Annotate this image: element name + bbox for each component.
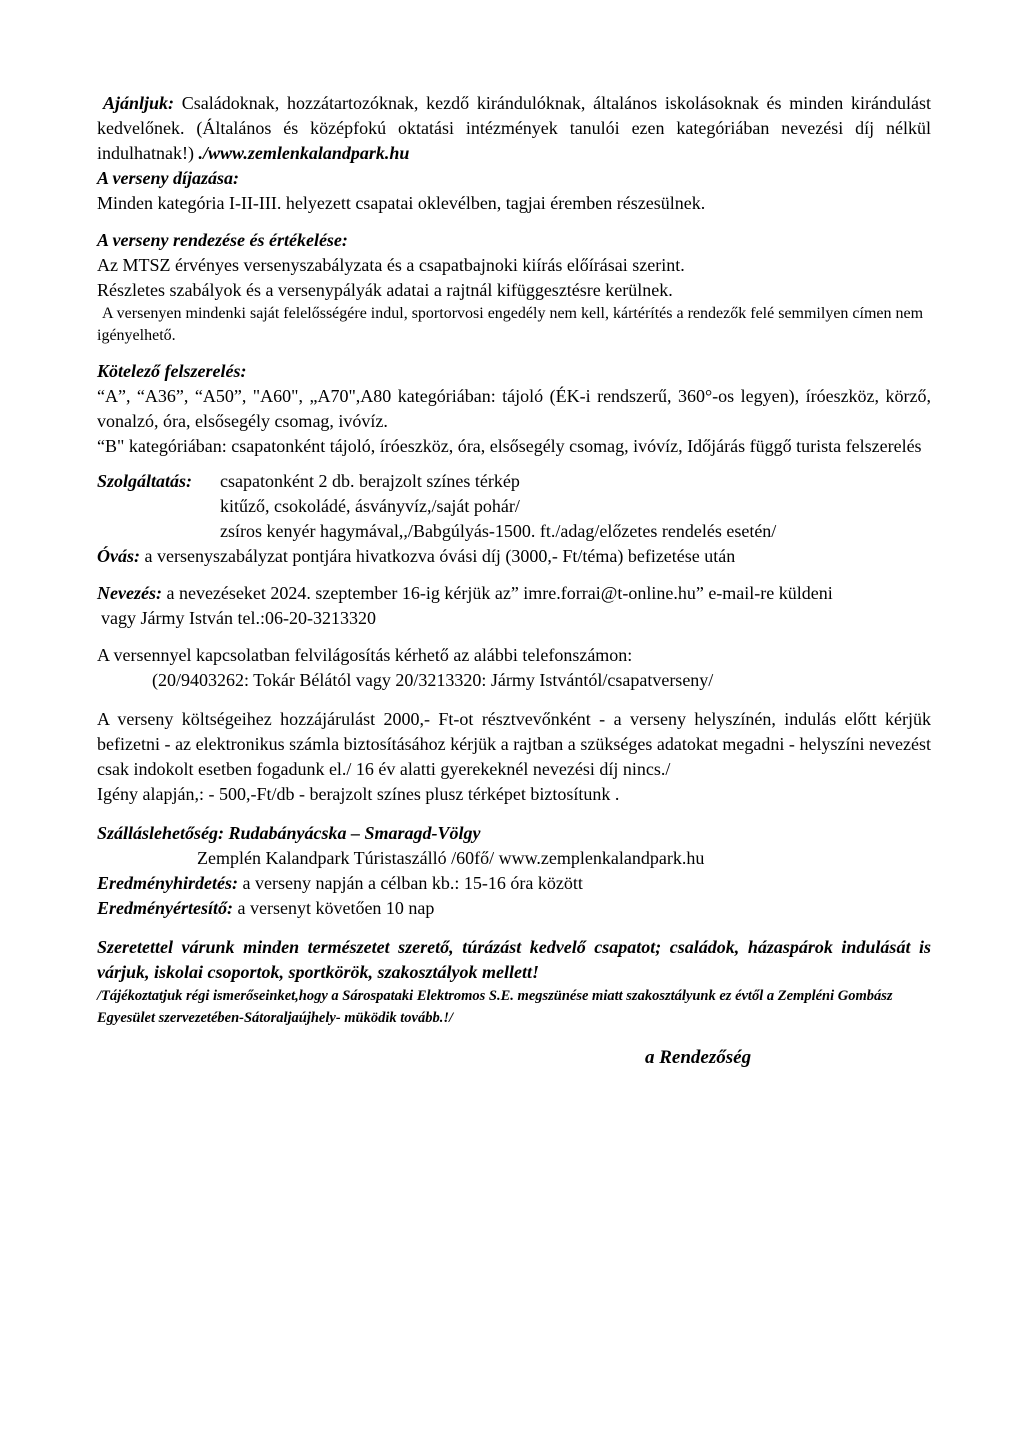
results-notice-line <box>97 896 931 921</box>
costs-paragraph: A verseny költségeihez hozzájárulást 2000,- Ft-ot résztvevőnként - a verseny helyszínén, indulás előtt kérjük befizetni - az elektronikus számla biztosításához kérjük a rajtban a szükséges adatokat megadni - helyszíni nevezést csak indokolt esetben fogadunk el./ 16 év alatti gyerekeknél nevezési díj nincs./ <box>97 709 931 779</box>
info-line1: A versennyel kapcsolatban felvilágosítás kérhető az alábbi telefonszámon: <box>97 645 633 665</box>
results-notice-label: Eredményértesítő: <box>97 898 238 918</box>
results-announcement-line <box>97 871 931 896</box>
prizes-heading: A verseny díjazása: <box>97 168 239 188</box>
service-item: kitűző, csokoládé, ásványvíz,/saját pohár/ <box>220 496 520 516</box>
entry-line2: vagy Jármy István tel.:06-20-3213320 <box>101 608 376 628</box>
services-items <box>220 469 931 544</box>
document-content <box>97 91 931 1070</box>
services-block <box>97 469 931 544</box>
closing-note-line1: /Tájékoztatjuk régi ismerőseinket,hogy a Sárospataki Elektromos S.E. megszünése miatt szakosztályunk ez évtől a Zempléni Gombász <box>97 988 893 1004</box>
signature: a Rendezőség <box>645 1047 752 1068</box>
costs-extra-map-line: Igény alapján,: - 500,-Ft/db - berajzolt színes plusz térképet biztosítunk . <box>97 784 620 804</box>
prizes-body: Minden kategória I-II-III. helyezett csapatai oklevélben, tagjai éremben részesülnek. <box>97 193 706 213</box>
organization-line2: Részletes szabályok és a versenypályák adatai a rajtnál kifüggesztésre kerülnek. <box>97 280 673 300</box>
intro-url: ./www.zemlenkalandpark.hu <box>198 143 410 163</box>
equipment-category-a: “A”, “A36”, “A50”, "A60", „A70",A80 kategóriában: tájoló (ÉK-i rendszerű, 360°-os legyen), íróeszköz, körző, vonalzó, óra, elsősegély csomag, ivóvíz. <box>97 386 931 431</box>
service-item: csapatonként 2 db. berajzolt színes térkép <box>220 471 520 491</box>
results-announcement-label: Eredményhirdetés: <box>97 873 243 893</box>
organization-line1: Az MTSZ érvényes versenyszabályzata és a csapatbajnoki kiírás előírásai szerint. <box>97 255 685 275</box>
equipment-heading: Kötelező felszerelés: <box>97 361 247 381</box>
organization-heading: A verseny rendezése és értékelése: <box>97 230 348 250</box>
protest-text: a versenyszabályzat pontjára hivatkozva óvási díj (3000,- Ft/téma) befizetése után <box>144 546 736 566</box>
protest-label: Óvás: <box>97 546 145 566</box>
lodging-line2: Zemplén Kalandpark Túristaszálló /60fő/ www.zemplenkalandpark.hu <box>197 848 705 868</box>
closing-invitation: Szeretettel várunk minden természetet szerető, túrázást kedvelő csapatot; családok, házaspárok indulását is várjuk, iskolai csoportok, sportkörök, szakosztályok mellett! <box>97 937 931 982</box>
service-item: zsíros kenyér hagymával,,/Babgúlyás-1500. ft./adag/előzetes rendelés esetén/ <box>220 521 777 541</box>
entry-text: a nevezéseket 2024. szeptember 16-ig kérjük az” imre.forrai@t-online.hu” e-mail-re küldeni <box>166 583 833 603</box>
intro-label: Ajánljuk: <box>103 93 182 113</box>
protest-line <box>97 544 931 569</box>
services-label: Szolgáltatás: <box>97 471 193 491</box>
lodging-heading: Szálláslehetőség: Rudabányácska – Smaragd-Völgy <box>97 823 481 843</box>
intro-paragraph <box>97 91 931 166</box>
closing-note-line2: Egyesület szervezetében-Sátoraljaújhely- müködik tovább.!/ <box>97 1010 454 1026</box>
entry-label: Nevezés: <box>97 583 167 603</box>
results-announcement-text: a verseny napján a célban kb.: 15-16 óra között <box>242 873 583 893</box>
intro-text: Családoknak, hozzátartozóknak, kezdő kirándulóknak, általános iskolásoknak és minden kirándulást kedvelőnek. (Általános és középfokú oktatási intézmények tanulói ezen kategóriában nevezési díj nélkül indulhatnak!) <box>97 93 932 163</box>
entry-line <box>97 581 931 606</box>
equipment-category-b: “B" kategóriában: csapatonként tájoló, íróeszköz, óra, elsősegély csomag, ivóvíz, Időjárás függő turista felszerelés <box>97 436 922 456</box>
info-line2: (20/9403262: Tokár Bélától vagy 20/3213320: Jármy Istvántól/csapatverseny/ <box>152 670 714 690</box>
results-notice-text: a versenyt követően 10 nap <box>237 898 435 918</box>
liability-note: A versenyen mindenki saját felelősségére indul, sportorvosi engedély nem kell, kártérítés a rendezők felé semmilyen címen nem igényelhető. <box>97 305 924 344</box>
